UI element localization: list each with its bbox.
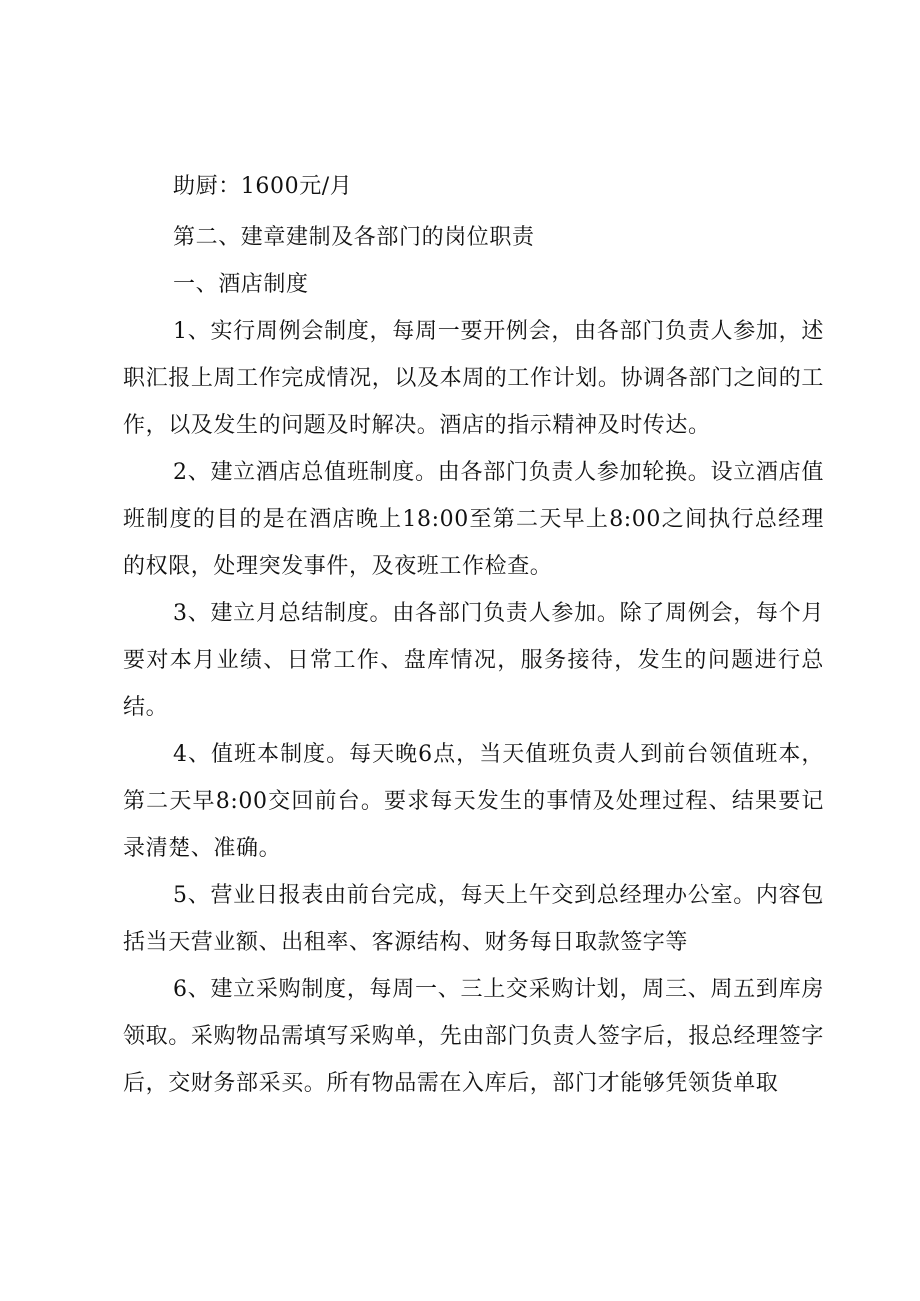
salary-line: 助厨：1600元/月 xyxy=(173,174,353,199)
rule-paragraph-3: 3、建立月总结制度。由各部门负责人参加。除了周例会，每个月要对本月业绩、日常工作、盘库情况，服务接待，发生的问题进行总结。 xyxy=(123,601,824,720)
rule-paragraph-5: 5、营业日报表由前台完成，每天上午交到总经理办公室。内容包括当天营业额、出租率、客源结构、财务每日取款签字等 xyxy=(123,883,824,955)
subsection-heading: 一、酒店制度 xyxy=(173,272,309,297)
rule-paragraph-1: 1、实行周例会制度，每周一要开例会，由各部门负责人参加，述职汇报上周工作完成情况，以及本周的工作计划。协调各部门之间的工作，以及发生的问题及时解决。酒店的指示精神及时传达。 xyxy=(123,319,824,438)
section-heading: 第二、建章建制及各部门的岗位职责 xyxy=(173,225,535,250)
rule-paragraph-4: 4、值班本制度。每天晚6点，当天值班负责人到前台领值班本，第二天早8:00交回前台。要求每天发生的事情及处理过程、结果要记录清楚、准确。 xyxy=(123,742,824,861)
rule-paragraph-2: 2、建立酒店总值班制度。由各部门负责人参加轮换。设立酒店值班制度的目的是在酒店晚上18:00至第二天早上8:00之间执行总经理的权限，处理突发事件，及夜班工作检查。 xyxy=(123,460,824,579)
rule-paragraph-6: 6、建立采购制度，每周一、三上交采购计划，周三、周五到库房领取。采购物品需填写采购单，先由部门负责人签字后，报总经理签字后，交财务部采买。所有物品需在入库后，部门才能够凭领货单取 xyxy=(123,977,824,1096)
